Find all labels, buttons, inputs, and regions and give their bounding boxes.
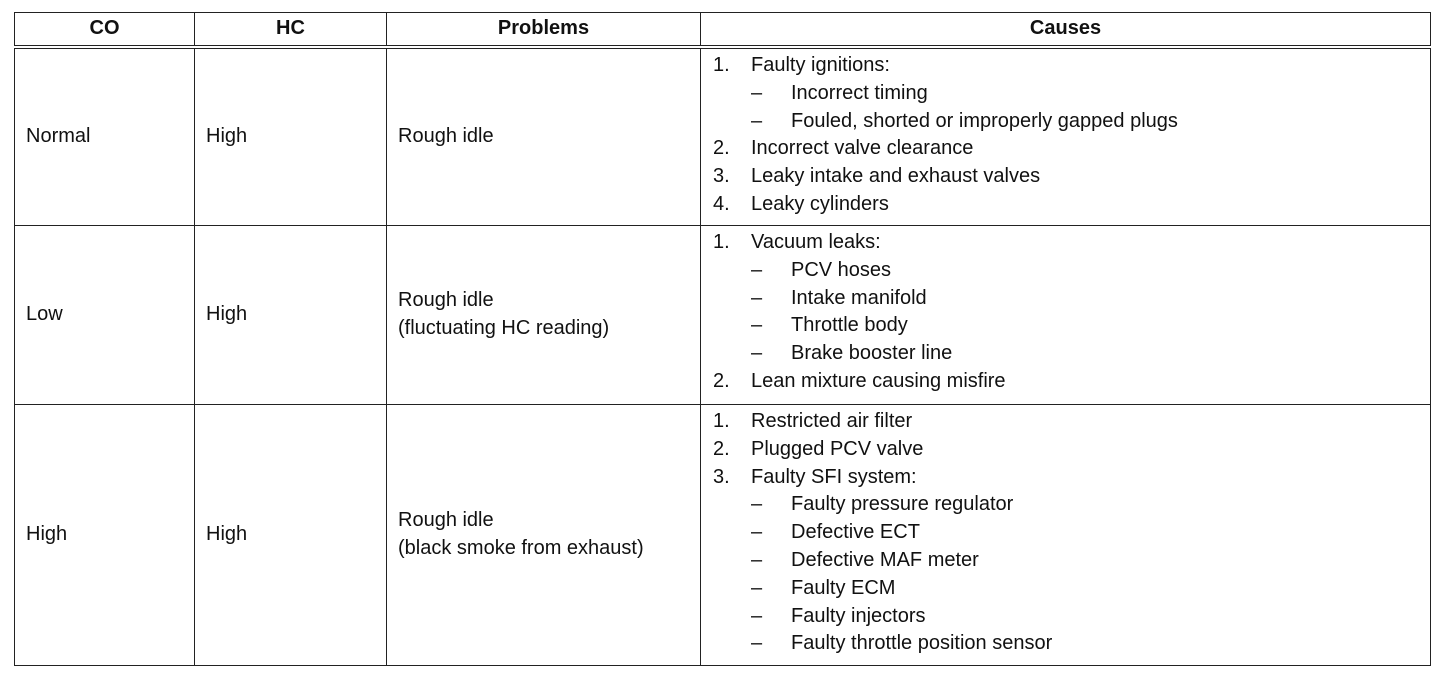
cause-subitem-text: Faulty pressure regulator bbox=[791, 493, 1014, 516]
dash-marker: – bbox=[751, 258, 763, 281]
dash-marker: – bbox=[751, 81, 763, 104]
cause-subitem bbox=[713, 257, 1419, 285]
causes-cell bbox=[701, 226, 1431, 405]
cause-subitem-text: PCV hoses bbox=[791, 258, 892, 281]
cause-subitem-text: Faulty ECM bbox=[791, 576, 896, 599]
dash-marker: – bbox=[751, 521, 763, 544]
cause-subitem-text: Faulty injectors bbox=[791, 604, 926, 627]
dash-marker: – bbox=[751, 342, 763, 365]
dash-marker: – bbox=[751, 576, 763, 599]
problem-line: Rough idle bbox=[398, 509, 494, 532]
problem-line: Rough idle bbox=[398, 125, 494, 148]
cause-subitem-text: Throttle body bbox=[791, 314, 908, 337]
cause-subitem bbox=[713, 108, 1419, 136]
cause-number: 1. bbox=[713, 54, 730, 76]
problem-line: (fluctuating HC reading) bbox=[398, 317, 610, 339]
dash-marker: – bbox=[751, 314, 763, 337]
problem-cell bbox=[387, 226, 701, 405]
cause-item bbox=[713, 135, 1419, 163]
cause-subitem-text: Incorrect timing bbox=[791, 81, 928, 104]
cause-subitem bbox=[713, 547, 1419, 575]
cause-text: Faulty SFI system: bbox=[751, 465, 917, 488]
header-problems: Problems bbox=[387, 13, 701, 48]
cause-item bbox=[713, 191, 1419, 219]
header-causes: Causes bbox=[701, 13, 1431, 48]
dash-marker: – bbox=[751, 286, 763, 309]
cause-item bbox=[713, 52, 1419, 80]
header-co: CO bbox=[15, 13, 195, 48]
cause-subitem bbox=[713, 80, 1419, 108]
dash-marker: – bbox=[751, 548, 763, 571]
cause-number: 1. bbox=[713, 410, 730, 432]
dash-marker: – bbox=[751, 604, 763, 627]
hc-cell: High bbox=[195, 47, 387, 226]
cause-subitem bbox=[713, 340, 1419, 368]
table-row bbox=[15, 405, 1431, 666]
cause-subitem bbox=[713, 519, 1419, 547]
dash-marker: – bbox=[751, 493, 763, 516]
cause-subitem bbox=[713, 603, 1419, 631]
cause-subitem bbox=[713, 575, 1419, 603]
cause-text: Restricted air filter bbox=[751, 410, 913, 432]
cause-text: Incorrect valve clearance bbox=[751, 137, 974, 160]
cause-number: 1. bbox=[713, 231, 730, 253]
problem-line: Rough idle bbox=[398, 289, 494, 312]
causes-cell bbox=[701, 405, 1431, 666]
cause-subitem-text: Defective ECT bbox=[791, 521, 920, 544]
cause-text: Vacuum leaks: bbox=[751, 231, 881, 253]
cause-subitem-text: Defective MAF meter bbox=[791, 548, 979, 571]
causes-cell bbox=[701, 47, 1431, 226]
diagnosis-table bbox=[14, 12, 1431, 666]
cause-subitem-text: Brake booster line bbox=[791, 342, 953, 365]
co-cell: Low bbox=[15, 226, 195, 405]
cause-item bbox=[713, 368, 1419, 396]
cause-number: 4. bbox=[713, 192, 730, 215]
cause-number: 3. bbox=[713, 165, 730, 188]
dash-marker: – bbox=[751, 109, 763, 132]
cause-subitem-text: Faulty throttle position sensor bbox=[791, 632, 1053, 655]
header-hc: HC bbox=[195, 13, 387, 48]
problem-cell bbox=[387, 47, 701, 226]
cause-subitem-text: Intake manifold bbox=[791, 286, 927, 309]
cause-item bbox=[713, 436, 1419, 464]
cause-number: 2. bbox=[713, 437, 730, 460]
cause-item bbox=[713, 408, 1419, 436]
cause-subitem bbox=[713, 312, 1419, 340]
header-row bbox=[15, 13, 1431, 48]
cause-item bbox=[713, 163, 1419, 191]
cause-text: Plugged PCV valve bbox=[751, 437, 924, 460]
cause-subitem bbox=[713, 630, 1419, 658]
cause-subitem-text: Fouled, shorted or improperly gapped plugs bbox=[791, 109, 1178, 132]
cause-number: 2. bbox=[713, 369, 730, 392]
cause-number: 3. bbox=[713, 465, 730, 488]
cause-text: Leaky intake and exhaust valves bbox=[751, 165, 1041, 188]
cause-subitem bbox=[713, 491, 1419, 519]
table-row bbox=[15, 226, 1431, 405]
table-row bbox=[15, 47, 1431, 226]
dash-marker: – bbox=[751, 632, 763, 655]
problem-cell bbox=[387, 405, 701, 666]
problem-line: (black smoke from exhaust) bbox=[398, 537, 644, 559]
cause-item bbox=[713, 229, 1419, 257]
co-cell: Normal bbox=[15, 47, 195, 226]
cause-text: Lean mixture causing misfire bbox=[751, 369, 1006, 392]
cause-number: 2. bbox=[713, 137, 730, 160]
cause-subitem bbox=[713, 285, 1419, 313]
hc-cell: High bbox=[195, 405, 387, 666]
cause-text: Leaky cylinders bbox=[751, 192, 889, 215]
hc-cell: High bbox=[195, 226, 387, 405]
cause-text: Faulty ignitions: bbox=[751, 54, 890, 76]
cause-item bbox=[713, 464, 1419, 492]
co-cell: High bbox=[15, 405, 195, 666]
